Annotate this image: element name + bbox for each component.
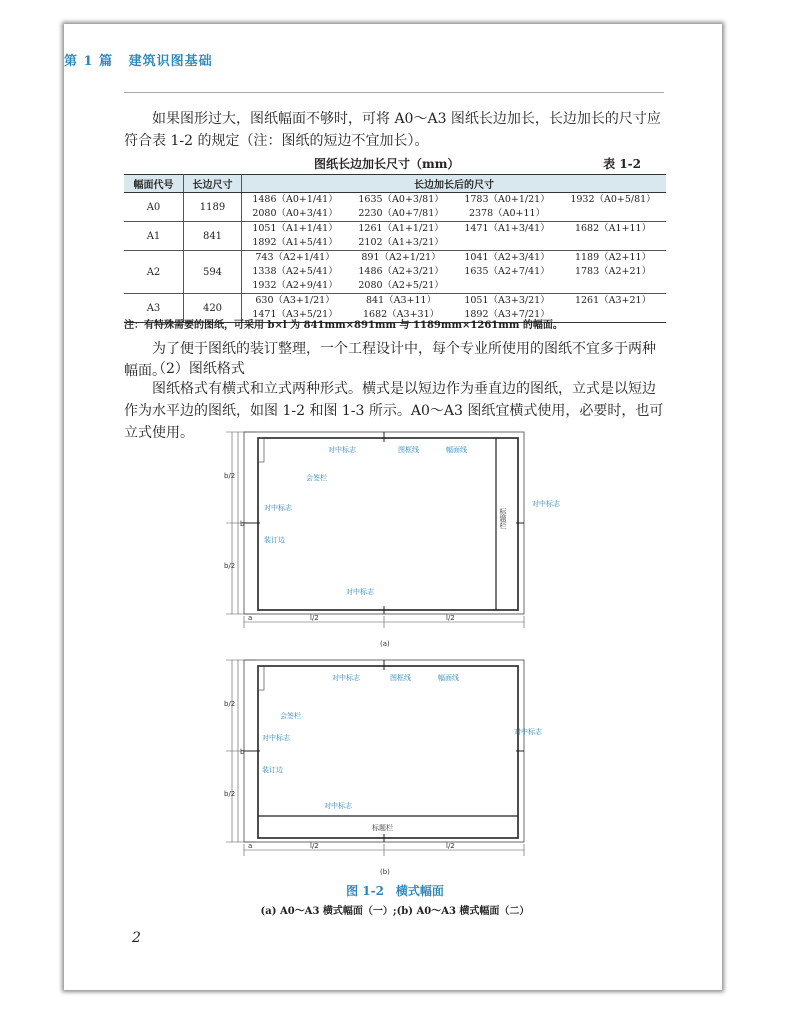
frame-rect <box>258 666 518 838</box>
cell-value <box>454 236 560 251</box>
cell-code: A0 <box>124 193 184 222</box>
figure-subcaption: (a) A0～A3 横式幅面（一）;(b) A0～A3 横式幅面（二） <box>260 906 530 917</box>
dim-half-b-bottom: b/2 <box>224 790 236 798</box>
cell-value: 1051（A3+3/21） <box>464 295 550 306</box>
label-binding-edge: 装订边 <box>264 536 285 544</box>
cell-value: 1261（A3+21） <box>574 295 652 306</box>
label-center-mark-right: 对中标志 <box>532 500 560 508</box>
table-caption: 图纸长边加长尺寸（mm） <box>314 157 460 171</box>
table-row <box>124 251 666 266</box>
cell-value: 891（A2+1/21） <box>361 252 441 263</box>
dim-a: a <box>248 842 253 850</box>
dim-half-l-left: l/2 <box>310 842 319 850</box>
paragraph-4: 图纸格式有横式和立式两种形式。横式是以短边作为垂直边的图纸，立式是以短边作为水平边的图纸，如图 1-2 和图 1-3 所示。A0～A3 图纸宜横式使用，必要时，也可立式使用。 <box>124 381 664 441</box>
cell-value: 1189（A2+11） <box>574 252 652 263</box>
cell-code: A3 <box>124 294 184 323</box>
cell-value: 1471（A1+3/41） <box>464 223 550 234</box>
paragraph-3: （2）图纸格式 <box>152 361 245 377</box>
border-rect <box>244 432 524 614</box>
header-code: 幅面代号 <box>124 175 184 193</box>
cell-value: 1892（A3+7/21） <box>464 309 550 320</box>
cell-value: 1041（A2+3/41） <box>464 252 550 263</box>
page-number: 2 <box>132 930 141 946</box>
cell-value: 1486（A2+3/21） <box>358 266 444 277</box>
header-part: 第 1 篇 <box>64 54 114 69</box>
cell-value: 2378（A0+11） <box>454 207 560 222</box>
cell-value: 743（A2+1/41） <box>255 252 335 263</box>
cell-size: 420 <box>184 294 242 323</box>
extension-table <box>124 174 666 323</box>
cell-size: 1189 <box>184 193 242 222</box>
cell-value: 2230（A0+7/81） <box>348 207 454 222</box>
dim-b: b <box>240 520 245 528</box>
cell-value: 630（A3+1/21） <box>255 295 335 306</box>
paragraph-2: 为了便于图纸的装订整理，一个工程设计中，每个专业所使用的图纸不宜多于两种幅面。 <box>124 341 656 379</box>
title-block-label: 标题栏 <box>499 508 507 529</box>
cell-value: 1682（A1+11） <box>574 223 652 234</box>
cell-value: 1783（A2+21） <box>574 266 652 277</box>
figure-a-drawing <box>220 428 560 650</box>
cell-value: 1261（A1+1/21） <box>358 223 444 234</box>
table-row <box>124 294 666 309</box>
running-header <box>64 50 223 69</box>
label-sign-column: 会签栏 <box>306 474 327 482</box>
cell-value: 1892（A1+5/41） <box>242 236 349 251</box>
cell-value: 1932（A0+5/81） <box>570 194 656 205</box>
cell-value <box>560 236 666 251</box>
label-center-mark-top: 对中标志 <box>328 446 356 454</box>
cell-value <box>454 279 560 294</box>
figure-b-drawing <box>220 656 540 878</box>
label-frame-line: 图框线 <box>398 446 419 454</box>
cell-value: 1471（A3+5/21） <box>252 309 338 320</box>
header-title: 建筑识图基础 <box>128 54 213 69</box>
label-sign-column: 会签栏 <box>280 712 301 720</box>
label-center-mark-bottom: 对中标志 <box>346 588 374 596</box>
cell-value: 1338（A2+5/41） <box>252 266 338 277</box>
cell-code: A2 <box>124 251 184 294</box>
label-center-mark-bottom: 对中标志 <box>324 802 352 810</box>
dim-b: b <box>240 748 245 756</box>
frame-rect <box>258 438 518 610</box>
title-block-label: 标题栏 <box>372 824 393 832</box>
cell-value: 2102（A1+3/21） <box>348 236 454 251</box>
cell-value: 1635（A2+7/41） <box>464 266 550 277</box>
label-border-line: 幅面线 <box>446 446 467 454</box>
cell-value: 2080（A0+3/41） <box>242 207 349 222</box>
cell-value: 1682（A3+31） <box>362 309 440 320</box>
label-center-mark-top: 对中标志 <box>332 674 360 682</box>
table-header-row <box>124 175 666 193</box>
table-number: 表 1-2 <box>603 157 641 171</box>
figure-caption: 图 1-2 横式幅面 <box>346 884 444 898</box>
cell-value: 1783（A0+1/21） <box>464 194 550 205</box>
dim-half-b-top: b/2 <box>224 472 236 480</box>
table-row <box>124 222 666 237</box>
cell-value: 1932（A2+9/41） <box>242 279 349 294</box>
cell-value <box>560 308 666 323</box>
dim-half-b-bottom: b/2 <box>224 562 236 570</box>
label-center-mark-left: 对中标志 <box>262 734 290 742</box>
cell-value: 2080（A2+5/21） <box>348 279 454 294</box>
cell-value <box>560 279 666 294</box>
cell-value: 841（A3+11） <box>366 295 437 306</box>
label-center-mark-left: 对中标志 <box>264 504 292 512</box>
label-center-mark-right: 对中标志 <box>514 728 542 736</box>
cell-size: 594 <box>184 251 242 294</box>
label-binding-edge: 装订边 <box>262 766 283 774</box>
table-row <box>124 193 666 208</box>
header-extended: 长边加长后的尺寸 <box>242 175 667 193</box>
figure-b-sub: (b) <box>380 868 390 876</box>
label-border-line: 幅面线 <box>438 674 459 682</box>
paragraph-1: 如果图形过大，图纸幅面不够时，可将 A0～A3 图纸长边加长，长边加长的尺寸应符合表 1-2 的规定（注：图纸的短边不宜加长）。 <box>124 111 661 149</box>
cell-value: 1635（A0+3/81） <box>358 194 444 205</box>
dim-half-b-top: b/2 <box>224 700 236 708</box>
cell-value: 1051（A1+1/41） <box>252 223 338 234</box>
cell-size: 841 <box>184 222 242 251</box>
header-size: 长边尺寸 <box>184 175 242 193</box>
table-note: 注：有特殊需要的图纸，可采用 b×l 为 841mm×891mm 与 1189mm×1261mm 的幅面。 <box>124 320 563 331</box>
figure-a-sub: (a) <box>380 640 390 648</box>
header-rule <box>124 92 664 93</box>
dim-half-l-left: l/2 <box>310 614 319 622</box>
dim-half-l-right: l/2 <box>446 842 455 850</box>
dim-half-l-right: l/2 <box>446 614 455 622</box>
cell-value: 1486（A0+1/41） <box>252 194 338 205</box>
dim-a: a <box>248 614 253 622</box>
cell-code: A1 <box>124 222 184 251</box>
border-rect <box>244 660 524 842</box>
label-frame-line: 图框线 <box>390 674 411 682</box>
cell-value <box>560 207 666 222</box>
